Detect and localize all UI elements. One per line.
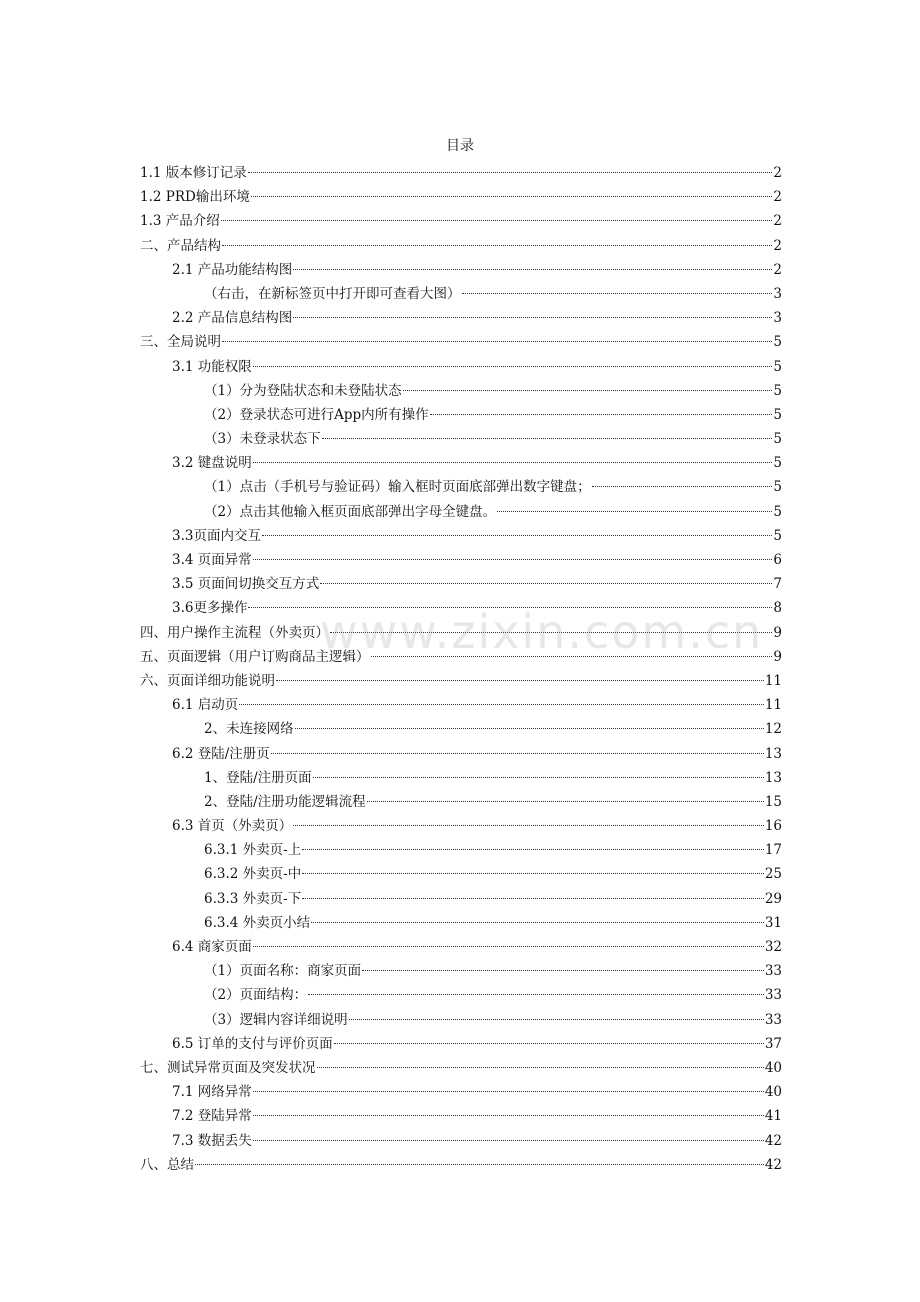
toc-entry[interactable] <box>140 645 782 669</box>
toc-entry-page-number: 11 <box>764 672 782 689</box>
toc-entry-page-number: 29 <box>764 890 782 907</box>
toc-entry[interactable] <box>140 1056 782 1080</box>
toc-entry-label: 1.1 版本修订记录 <box>140 165 247 181</box>
toc-entry-label: 三、全局说明 <box>140 334 221 351</box>
toc-entry-label: （3）未登录状态下 <box>204 431 321 448</box>
toc-entry-label: 3.3页面内交互 <box>172 527 261 544</box>
toc-entry[interactable] <box>140 621 782 645</box>
toc-entry-label: （2）页面结构： <box>204 987 308 1004</box>
toc-entry-page-number: 9 <box>773 648 782 665</box>
toc-entry[interactable] <box>140 234 782 258</box>
toc-leader-dots <box>592 486 773 487</box>
toc-entry[interactable] <box>140 1104 782 1128</box>
toc-entry[interactable] <box>140 500 782 524</box>
toc-entry-label: （2）点击其他输入框页面底部弹出字母全键盘。 <box>204 503 497 520</box>
toc-leader-dots <box>221 220 773 221</box>
toc-leader-dots <box>320 583 772 584</box>
toc-leader-dots <box>253 1091 764 1092</box>
toc-leader-dots <box>253 1115 764 1116</box>
toc-entry[interactable] <box>140 451 782 475</box>
toc-entry-label: 6.3.3 外卖页-下 <box>204 890 302 907</box>
toc-leader-dots <box>253 1140 764 1141</box>
toc-leader-dots <box>362 970 764 971</box>
toc-entry[interactable] <box>140 1008 782 1032</box>
toc-leader-dots <box>251 196 773 197</box>
toc-entry-page-number: 9 <box>773 624 782 641</box>
toc-entry-label: 八、总结 <box>140 1156 194 1173</box>
toc-entry-page-number: 2 <box>773 261 782 278</box>
toc-entry-page-number: 7 <box>773 576 782 593</box>
toc-entry-page-number: 2 <box>773 189 782 206</box>
toc-entry-page-number: 40 <box>764 1059 782 1076</box>
toc-leader-dots <box>349 1019 764 1020</box>
toc-entry[interactable] <box>140 282 782 306</box>
toc-entry-page-number: 31 <box>764 914 782 931</box>
toc-leader-dots <box>317 1067 764 1068</box>
toc-leader-dots <box>293 317 772 318</box>
toc-leader-dots <box>295 728 764 729</box>
toc-entry-label: （1）分为登陆状态和未登陆状态 <box>204 382 402 399</box>
toc-title: 目录 <box>446 138 474 154</box>
toc-entry-label: 二、产品结构 <box>140 237 221 254</box>
toc-entry-label: 6.3.4 外卖页小结 <box>204 914 311 931</box>
toc-entry[interactable] <box>140 185 782 209</box>
toc-entry-label: 6.2 登陆/注册页 <box>172 745 270 762</box>
toc-entry-page-number: 6 <box>773 552 782 568</box>
toc-entry-label: 6.5 订单的支付与评价页面 <box>172 1035 333 1052</box>
toc-leader-dots <box>253 946 764 947</box>
toc-entry-label: 1.3 产品介绍 <box>140 213 220 230</box>
toc-entry[interactable] <box>140 983 782 1007</box>
toc-leader-dots <box>497 511 772 512</box>
toc-entry-label: 3.5 页面间切换交互方式 <box>172 576 320 593</box>
toc-entry-label: 2.2 产品信息结构图 <box>172 310 293 327</box>
watermark: www.zixin.com.cn <box>320 605 764 659</box>
toc-entry[interactable] <box>140 693 782 717</box>
toc-entry[interactable] <box>140 403 782 427</box>
toc-leader-dots <box>293 825 764 826</box>
toc-leader-dots <box>276 680 764 681</box>
toc-entry-label: 7.1 网络异常 <box>172 1084 252 1101</box>
toc-entry-page-number: 13 <box>764 769 782 786</box>
toc-leader-dots <box>322 438 773 439</box>
toc-entry-label: 2、未连接网络 <box>204 721 294 738</box>
toc-entry-label: 1.2 PRD输出环境 <box>140 189 250 206</box>
toc-leader-dots <box>253 366 773 367</box>
toc-entry[interactable] <box>140 669 782 693</box>
toc-entry-page-number: 3 <box>773 310 782 327</box>
toc-entry-page-number: 8 <box>773 600 782 617</box>
toc-entry-page-number: 33 <box>764 987 782 1004</box>
toc-entry[interactable] <box>140 742 782 766</box>
toc-entry[interactable] <box>140 355 782 379</box>
toc-leader-dots <box>222 341 772 342</box>
toc-leader-dots <box>311 922 764 923</box>
toc-entry-label: 七、测试异常页面及突发状况 <box>140 1059 316 1076</box>
toc-leader-dots <box>262 535 772 536</box>
toc-entry[interactable] <box>140 935 782 959</box>
toc-leader-dots <box>367 801 764 802</box>
toc-entry-page-number: 13 <box>764 745 782 762</box>
toc-entry[interactable] <box>140 258 782 282</box>
toc-entry-page-number: 5 <box>773 503 782 520</box>
toc-entry[interactable] <box>140 862 782 886</box>
toc-entry-page-number: 5 <box>773 479 782 496</box>
toc-leader-dots <box>330 632 772 633</box>
toc-entry[interactable] <box>140 475 782 499</box>
toc-leader-dots <box>462 293 773 294</box>
toc-entry[interactable] <box>140 1080 782 1104</box>
toc-leader-dots <box>313 777 764 778</box>
toc-entry-page-number: 11 <box>764 697 782 714</box>
toc-entry[interactable] <box>140 1129 782 1153</box>
toc-entry[interactable] <box>140 1153 782 1177</box>
toc-leader-dots <box>248 172 773 173</box>
toc-entry[interactable] <box>140 814 782 838</box>
toc-entry-label: 6.1 启动页 <box>172 697 239 714</box>
toc-leader-dots <box>430 414 773 415</box>
toc-entry-label: 7.2 登陆异常 <box>172 1108 252 1125</box>
toc-entry-label: 3.6更多操作 <box>172 600 248 617</box>
toc-leader-dots <box>222 245 772 246</box>
toc-entry-label: 2、登陆/注册功能逻辑流程 <box>204 793 366 810</box>
toc-entry-label: 3.1 功能权限 <box>172 358 252 375</box>
toc-entry-page-number: 5 <box>773 527 782 544</box>
toc-entry-page-number: 3 <box>773 285 782 302</box>
toc-entry-page-number: 42 <box>764 1132 782 1149</box>
toc-entry[interactable] <box>140 887 782 911</box>
toc-leader-dots <box>403 390 773 391</box>
toc-leader-dots <box>334 1043 764 1044</box>
toc-entry-page-number: 5 <box>773 334 782 351</box>
toc-entry-page-number: 32 <box>764 939 782 955</box>
toc-entry-label: 六、页面详细功能说明 <box>140 672 275 689</box>
toc-entry[interactable] <box>140 524 782 548</box>
toc-entry-page-number: 25 <box>764 866 782 883</box>
toc-entry-page-number: 5 <box>773 382 782 399</box>
toc-entry[interactable] <box>140 330 782 354</box>
toc-entry-page-number: 2 <box>773 165 782 181</box>
toc-leader-dots <box>302 849 764 850</box>
toc-entry-page-number: 33 <box>764 1011 782 1028</box>
toc-entry[interactable] <box>140 596 782 620</box>
toc-entry-label: 7.3 数据丢失 <box>172 1132 252 1149</box>
toc-entry-label: 6.3.2 外卖页-中 <box>204 866 302 883</box>
toc-entry[interactable] <box>140 766 782 790</box>
toc-entry[interactable] <box>140 427 782 451</box>
toc-leader-dots <box>248 607 772 608</box>
toc-entry[interactable] <box>140 959 782 983</box>
toc-entry-page-number: 17 <box>764 842 782 859</box>
toc-entry[interactable] <box>140 548 782 572</box>
toc-entry-label: 五、页面逻辑（用户订购商品主逻辑） <box>140 648 370 665</box>
toc-entry[interactable] <box>140 790 782 814</box>
toc-entry-page-number: 33 <box>764 963 782 980</box>
toc-entry-page-number: 42 <box>764 1156 782 1173</box>
toc-entry-page-number: 5 <box>773 358 782 375</box>
toc-entry-label: （2）登录状态可进行App内所有操作 <box>204 406 429 423</box>
toc-entry-label: 6.3.1 外卖页-上 <box>204 842 302 859</box>
toc-entry[interactable] <box>140 717 782 741</box>
toc-entry-label: 6.3 首页（外卖页） <box>172 818 293 835</box>
toc-entry-label: 3.4 页面异常 <box>172 552 252 568</box>
toc-leader-dots <box>293 269 772 270</box>
toc-leader-dots <box>271 753 764 754</box>
toc-entry-label: （右击，在新标签页中打开即可查看大图） <box>204 285 461 302</box>
toc-leader-dots <box>308 994 764 995</box>
toc-entry[interactable] <box>140 161 782 185</box>
toc-entry-page-number: 15 <box>764 793 782 810</box>
toc-leader-dots <box>302 873 764 874</box>
toc-entry-page-number: 2 <box>773 213 782 230</box>
toc-entry[interactable] <box>140 306 782 330</box>
toc-leader-dots <box>195 1164 764 1165</box>
toc-leader-dots <box>253 462 773 463</box>
toc-entry[interactable] <box>140 209 782 233</box>
toc-entry-page-number: 12 <box>764 721 782 738</box>
toc-entry[interactable] <box>140 572 782 596</box>
toc-list <box>140 161 782 1177</box>
toc-entry-page-number: 41 <box>764 1108 782 1125</box>
toc-entry[interactable] <box>140 838 782 862</box>
toc-entry[interactable] <box>140 379 782 403</box>
toc-entry-label: 2.1 产品功能结构图 <box>172 261 293 278</box>
toc-entry-label: 6.4 商家页面 <box>172 939 252 955</box>
toc-leader-dots <box>371 656 773 657</box>
toc-entry-label: （1）点击（手机号与验证码）输入框时页面底部弹出数字键盘； <box>204 479 591 496</box>
toc-entry-page-number: 37 <box>764 1035 782 1052</box>
toc-entry-label: （3）逻辑内容详细说明 <box>204 1011 348 1028</box>
toc-leader-dots <box>239 704 764 705</box>
toc-entry-label: （1）页面名称：商家页面 <box>204 963 362 980</box>
toc-entry-page-number: 5 <box>773 431 782 448</box>
toc-entry-page-number: 5 <box>773 406 782 423</box>
toc-entry[interactable] <box>140 1032 782 1056</box>
toc-entry-label: 1、登陆/注册页面 <box>204 769 312 786</box>
toc-entry-page-number: 16 <box>764 818 782 835</box>
toc-entry-page-number: 2 <box>773 237 782 254</box>
toc-entry-page-number: 5 <box>773 455 782 472</box>
toc-leader-dots <box>302 898 764 899</box>
toc-leader-dots <box>253 559 773 560</box>
toc-entry-label: 3.2 键盘说明 <box>172 455 252 472</box>
toc-entry[interactable] <box>140 911 782 935</box>
toc-entry-page-number: 40 <box>764 1084 782 1101</box>
toc-entry-label: 四、用户操作主流程（外卖页） <box>140 624 329 641</box>
